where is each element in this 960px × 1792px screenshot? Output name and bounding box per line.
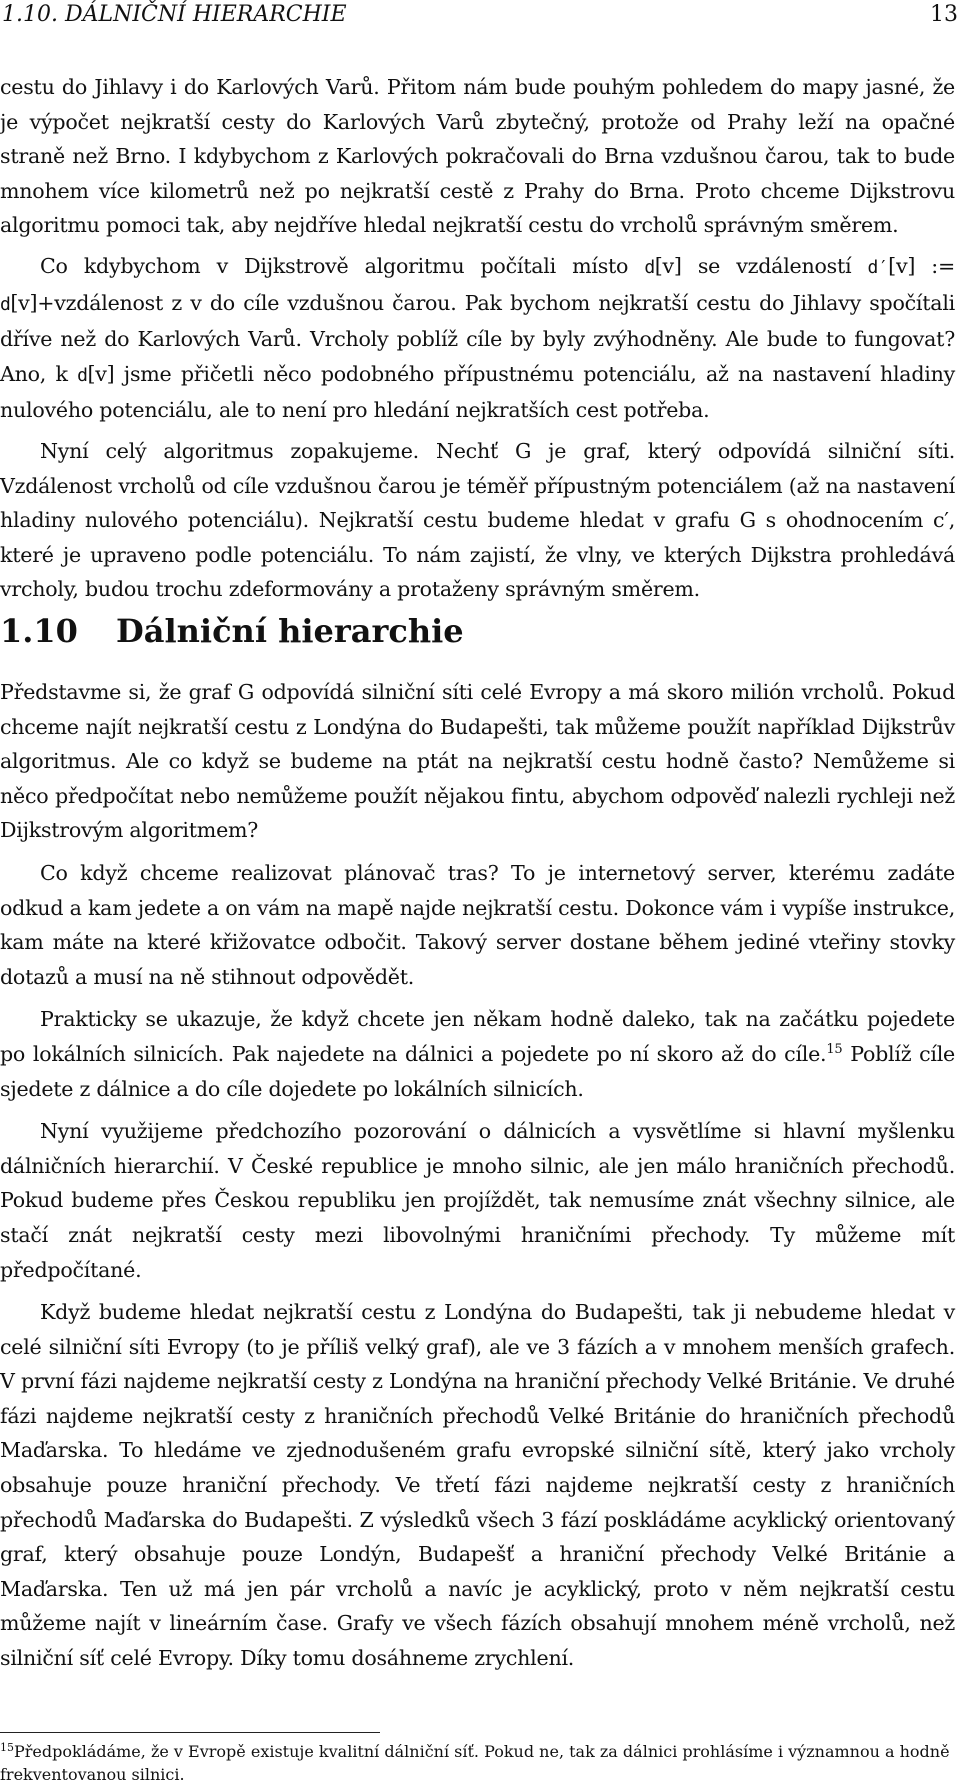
section-title: Dálniční hierarchie xyxy=(116,612,464,650)
running-head-chapter: 1.10. DÁLNIČNÍ HIERARCHIE xyxy=(2,2,347,27)
paragraph: Nyní celý algoritmus zopakujeme. Nechť G je graf, který odpovídá silniční síti. Vzdálenost vrcholů od cíle vzdušnou čarou je téměř přípustným potenciálem (až na nastavení hladiny nulového potenciálu). Nejkratší cestu budeme hledat v grafu G s ohodnocením c′, které je upraveno podle potenciálu. To nám zajistí, že vlny, ve kterých Dijkstra prohledává vrcholy, budou trochu zdeformovány a protaženy správným směrem. xyxy=(0,438,955,602)
text-run: Co kdybychom v Dijkstrově algoritmu počítali místo xyxy=(40,253,645,278)
section-heading xyxy=(0,612,955,650)
section-number: 1.10 xyxy=(0,612,78,650)
section-text xyxy=(0,675,955,1676)
footnote-marker: 15 xyxy=(826,1041,843,1057)
paragraph: Když budeme hledat nejkratší cestu z Londýna do Budapešti, tak ji nebudeme hledat v celé silniční síti Evropy (to je příliš velký graf), ale ve 3 fázích a v mnohem menších grafech. V první fázi najdeme nejkratší cesty z Londýna na hraniční přechody Velké Británie. Ve druhé fázi najdeme nejkratší cesty z hraničních přechodů Velké Británie do hraničních přechodů Maďarska. To hledáme ve zjednodušeném grafu evropské silniční sítě, který jako vrcholy obsahuje pouze hraniční přechody. Ve třetí fázi najdeme nejkratší cesty z hraničních přechodů Maďarska do Budapešti. Z výsledků všech 3 fází poskládáme acyklický orientovaný graf, který obsahuje pouze Londýn, Budapešť a hraniční přechody Velké Británie a Maďarska. Ten už má jen pár vrcholů a navíc je acyklický, proto v něm nejkratší cestu můžeme najít v lineárním čase. Grafy ve všech fázích obsahují mnohem méně vrcholů, než silniční síť celé Evropy. Díky tomu dosáhneme zrychlení. xyxy=(0,1300,955,1671)
paragraph: Nyní využijeme předchozího pozorování o dálnicích a vysvětlíme si hlavní myšlenku dálničních hierarchií. V České republice je mnoho silnic, ale jen málo hraničních přechodů. Pokud budeme přes Českou republiku jen projíždět, tak nemusíme znát všechny silnice, ale stačí znát nejkratší cesty mezi libovolnými hraničními přechody. Ty můžeme mít předpočítané. xyxy=(0,1119,955,1282)
text-run: [v] se vzdáleností xyxy=(654,253,868,278)
text-run: [v] := xyxy=(888,253,955,278)
footnote-divider xyxy=(0,1732,380,1733)
text-run: Prakticky se ukazuje, že když chcete jen někam hodně daleko, tak na začátku pojedete po lokálních silnicích. Pak najedete na dálnici a pojedete po ní skoro až do cíle. xyxy=(0,1007,955,1066)
paragraph xyxy=(0,1002,955,1106)
paragraph xyxy=(0,249,955,428)
running-head xyxy=(0,2,960,32)
footnote-number: 15 xyxy=(0,1741,14,1754)
code-d: d xyxy=(77,364,88,386)
code-d-prime: d′ xyxy=(867,256,889,278)
paragraph: cestu do Jihlavy i do Karlových Varů. Přitom nám bude pouhým pohledem do mapy jasné, že je výpočet nejkratší cesty do Karlových Varů zbytečný, protože od Prahy leží na opačné straně než Brno. I kdybychom z Karlových pokračovali do Brna vzdušnou čarou, tak to bude mnohem více kilometrů než po nejkratší cestě z Prahy do Brna. Proto chceme Dijkstrovu algoritmu pomoci tak, aby nejdříve hledal nejkratší cestu do vrcholů správným směrem. xyxy=(0,75,955,238)
intro-text xyxy=(0,70,955,607)
text-run: Poblíž cíle sjedete z dálnice a do cíle dojedete po lokálních silnicích. xyxy=(0,1041,955,1101)
code-d: d xyxy=(0,293,11,315)
paragraph: Představme si, že graf G odpovídá silniční síti celé Evropy a má skoro milión vrcholů. Pokud chceme najít nejkratší cestu z Londýna do Budapešti, tak můžeme použít například Dijkstrův algoritmus. Ale co když se budeme na ptát na nejkratší cestu hodně často? Nemůžeme si něco předpočítat nebo nemůžeme použít nějakou fintu, abychom odpověď nalezli rychleji než Dijkstrovým algoritmem? xyxy=(0,680,955,843)
page-number: 13 xyxy=(930,2,958,27)
paragraph: Co když chceme realizovat plánovač tras? To je internetový server, kterému zadáte odkud a kam jedete a on vám na mapě najde nejkratší cestu. Dokonce vám i vypíše instrukce, kam máte na které křižovatce odbočit. Takový server dostane během jediné vteřiny stovky dotazů a musí na ně stihnout odpovědět. xyxy=(0,860,955,989)
text-run: [v] jsme přičetli něco podobného přípustnému potenciálu, až na nastavení hladiny nulového potenciálu, ale to není pro hledání nejkratších cest potřeba. xyxy=(0,361,955,423)
code-d: d xyxy=(644,256,655,278)
footnote xyxy=(0,1740,955,1786)
text-run: [v]+vzdálenost z v do cíle vzdušnou čarou. Pak bychom nejkratší cestu do Jihlavy spočítali dříve než do Karlových Varů. Vrcholy poblíž cíle by byly zvýhodněny. Ale bude to fungovat? Ano, k xyxy=(0,290,955,386)
footnote-text: Předpokládáme, že v Evropě existuje kvalitní dálniční síť. Pokud ne, tak za dálnici prohlásíme i významnou a hodně frekventovanou silnici. xyxy=(0,1742,950,1784)
